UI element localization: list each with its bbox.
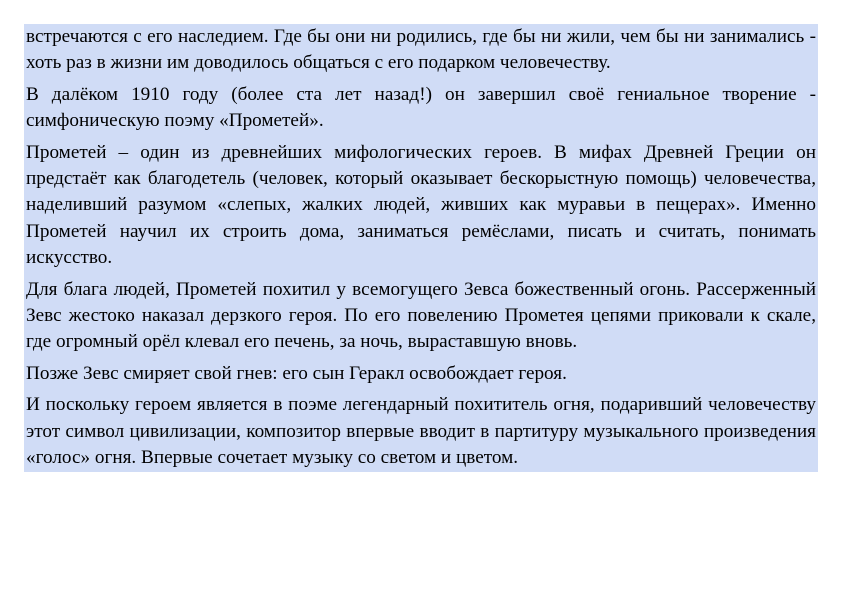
- paragraph-legacy: встречаются с его наследием. Где бы они ни родились, где бы ни жили, чем бы ни занимались - хоть раз в жизни им доводилось общаться с его подарком человечеству.: [26, 26, 816, 74]
- paragraph-stolen-fire: Для блага людей, Прометей похитил у всемогущего Зевса божественный огонь. Рассерженный Зевс жестоко наказал дерзкого героя. По его повелению Прометея цепями приковали к скале, где огромный орёл клевал его печень, за ночь, вырастaвшую вновь.: [26, 278, 816, 353]
- paragraph-prometheus-hero: Прометей – один из древнейших мифологических героев. В мифах Древней Греции он предстаёт как благодетель (человек, который оказывает бескорыстную помощь) человечества, наделивший разумом «слепых, жалких людей, живших как муравьи в пещерах». Именно Прометей научил их строить дома, заниматься ремёслами, писать и считать, понимать искусство.: [26, 141, 816, 269]
- paragraph-voice-of-fire: И поскольку героем является в поэме легендарный похититель огня, подаривший человечеству этот символ цивилизации, композитор впервые вводит в партитуру музыкального произведения «голос» огня. Впервые сочетает музыку со светом и цветом.: [26, 394, 816, 469]
- highlighted-text-block: [24, 24, 818, 472]
- paragraph-1910: В далёком 1910 году (более ста лет назад!) он завершил своё гениальное творение - симфоническую поэму «Прометей».: [26, 83, 816, 132]
- paragraph-zeus-relents: Позже Зевс смиряет свой гнев: его сын Геракл освобождает героя.: [26, 362, 567, 384]
